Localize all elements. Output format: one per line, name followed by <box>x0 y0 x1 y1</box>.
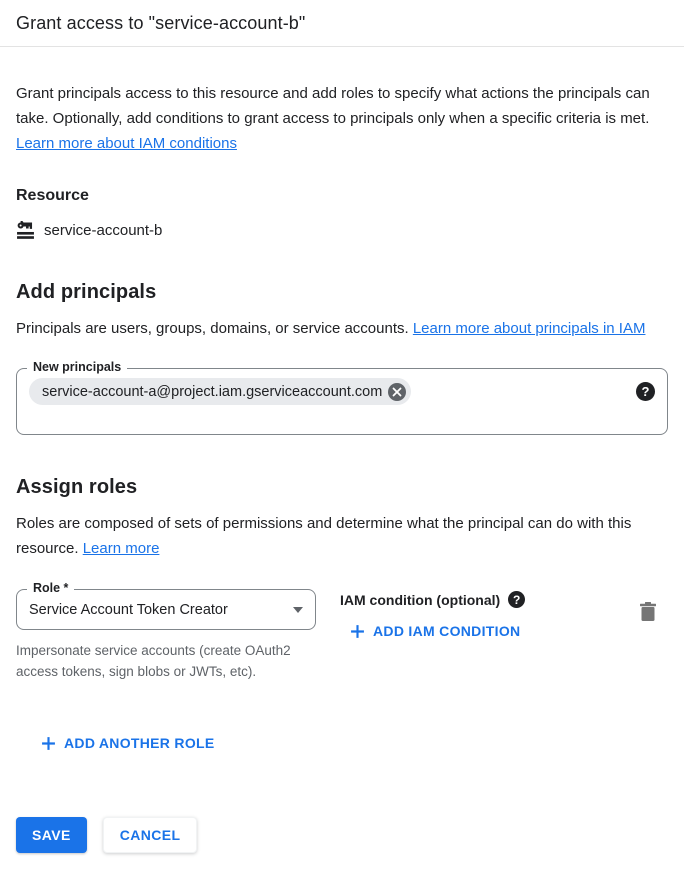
iam-condition-label-row <box>340 591 628 608</box>
add-iam-condition-button[interactable] <box>342 617 528 645</box>
principal-chip-label: service-account-a@project.iam.gserviceaccount.com <box>42 383 383 400</box>
dialog-header <box>0 0 684 47</box>
chevron-down-icon <box>293 607 303 613</box>
assign-roles-text: Roles are composed of sets of permissions and determine what the principal can do with this resource. <box>16 515 632 557</box>
add-another-role-button[interactable] <box>33 729 223 757</box>
assign-roles-heading: Assign roles <box>16 476 138 498</box>
plus-icon <box>350 624 365 639</box>
cancel-button[interactable]: CANCEL <box>103 817 198 853</box>
add-principals-text: Principals are users, groups, domains, or service accounts. <box>16 320 413 337</box>
close-icon <box>392 387 402 397</box>
add-iam-condition-label: ADD IAM CONDITION <box>373 623 521 639</box>
add-principals-heading: Add principals <box>16 281 157 303</box>
resource-name: service-account-b <box>44 222 163 239</box>
principals-help-icon[interactable]: ? <box>636 382 655 401</box>
principal-chip[interactable] <box>29 378 411 405</box>
add-another-role-label: ADD ANOTHER ROLE <box>64 735 215 751</box>
delete-role-column <box>628 589 668 630</box>
role-label: Role * <box>27 581 74 595</box>
role-select[interactable] <box>16 581 316 630</box>
role-helper-text: Impersonate service accounts (create OAuth2 access tokens, sign blobs or JWTs, etc). <box>16 643 291 679</box>
resource-heading: Resource <box>16 187 89 204</box>
dialog-body <box>0 81 684 757</box>
resource-item <box>16 221 668 240</box>
iam-condition-label: IAM condition (optional) <box>340 591 501 608</box>
condition-help-icon[interactable]: ? <box>508 591 525 608</box>
intro-text: Grant principals access to this resource and add roles to specify what actions the principals can take. Optionally, add conditions to grant access to principals only when a specific criteria is met. <box>16 85 650 127</box>
chip-remove-button[interactable] <box>388 383 406 401</box>
save-button[interactable]: SAVE <box>16 817 87 853</box>
role-selected-value: Service Account Token Creator <box>29 601 228 618</box>
service-account-icon <box>16 221 35 240</box>
learn-more-iam-conditions-link[interactable]: Learn more about IAM conditions <box>16 135 237 152</box>
learn-more-principals-link[interactable]: Learn more about principals in IAM <box>412 320 646 337</box>
page-title: Grant access to "service-account-b" <box>16 13 306 33</box>
delete-role-button[interactable] <box>634 597 662 630</box>
intro-paragraph <box>16 81 668 156</box>
role-column <box>16 581 316 682</box>
dialog-actions <box>0 817 684 853</box>
trash-icon <box>638 601 658 623</box>
plus-icon <box>41 736 56 751</box>
new-principals-field[interactable] <box>16 360 668 435</box>
new-principals-label: New principals <box>27 360 127 374</box>
condition-column <box>340 589 628 645</box>
add-principals-description <box>16 316 668 341</box>
role-binding-row <box>16 581 668 682</box>
learn-more-roles-link[interactable]: Learn more <box>82 540 160 557</box>
assign-roles-description <box>16 511 668 561</box>
